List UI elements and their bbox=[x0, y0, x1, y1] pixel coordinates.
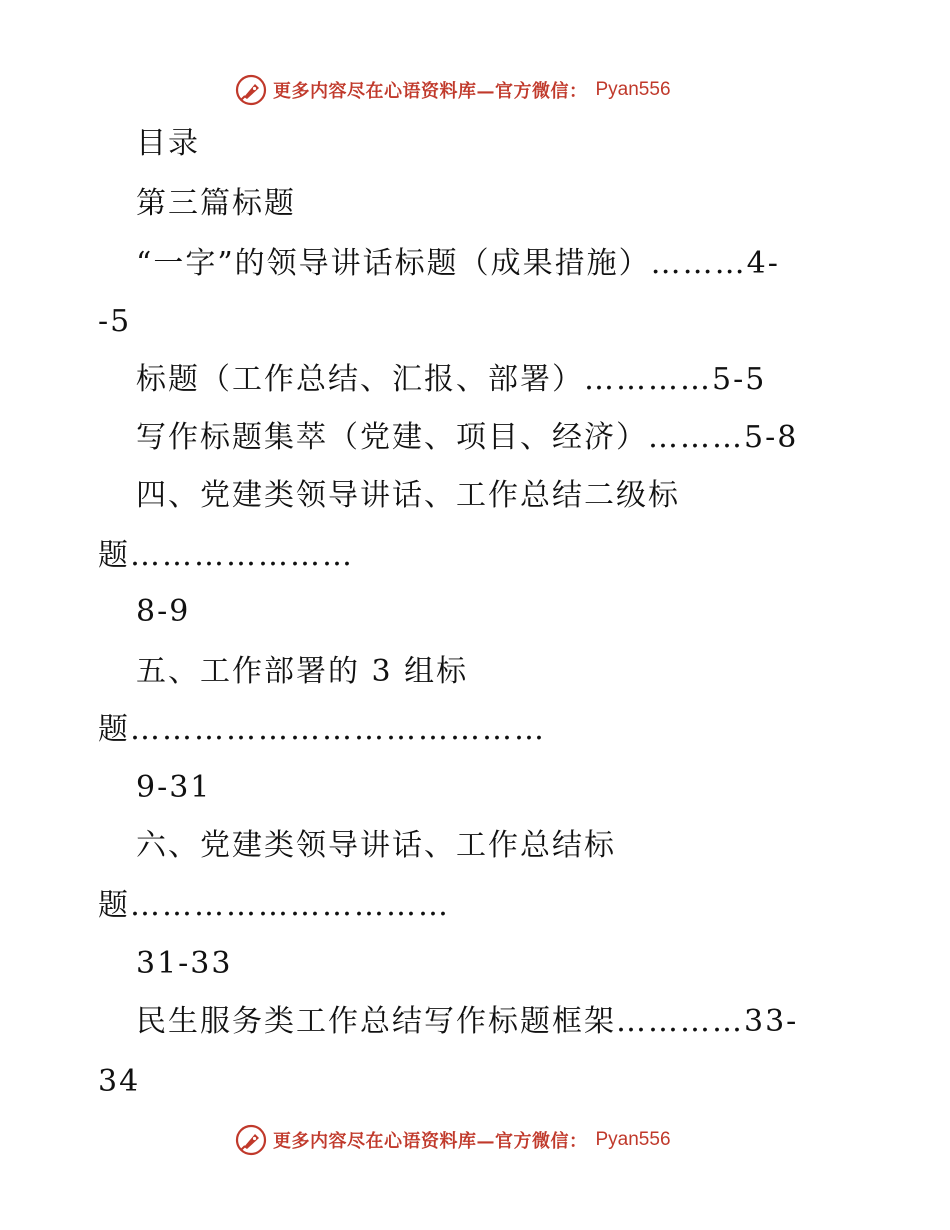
toc-entry-continuation: 34 bbox=[98, 1064, 141, 1099]
pen-nib-logo-icon bbox=[235, 1124, 267, 1156]
toc-entry-continuation: 题………………………… bbox=[98, 888, 450, 923]
header-banner bbox=[235, 73, 671, 107]
banner-wechat-id: Pyan556 bbox=[595, 1129, 671, 1150]
toc-entry: “一字”的领导讲话标题（成果措施）………4- bbox=[136, 246, 780, 281]
toc-entry-continuation: 题………………………………… bbox=[98, 712, 546, 747]
toc-entry: 四、党建类领导讲话、工作总结二级标 bbox=[136, 478, 680, 513]
toc-page-range: 8-9 bbox=[136, 594, 191, 629]
toc-page-range: 9-31 bbox=[136, 770, 212, 805]
toc-entry: 民生服务类工作总结写作标题框架…………33- bbox=[136, 1004, 799, 1039]
toc-title: 目录 bbox=[136, 126, 200, 161]
toc-page-range: 31-33 bbox=[136, 946, 233, 981]
toc-entry: 写作标题集萃（党建、项目、经济）………5-8 bbox=[136, 420, 799, 455]
toc-entry: 五、工作部署的 3 组标 bbox=[136, 654, 469, 689]
toc-entry-continuation: 题………………… bbox=[98, 538, 354, 573]
toc-part-heading: 第三篇标题 bbox=[136, 186, 296, 221]
banner-text: 更多内容尽在心语资料库—官方微信： bbox=[273, 1131, 588, 1152]
toc-entry-continuation: -5 bbox=[98, 304, 132, 339]
toc-entry: 六、党建类领导讲话、工作总结标 bbox=[136, 828, 616, 863]
banner-wechat-id: Pyan556 bbox=[595, 79, 671, 100]
toc-entry: 标题（工作总结、汇报、部署）…………5-5 bbox=[136, 362, 767, 397]
footer-banner bbox=[235, 1123, 671, 1157]
pen-nib-logo-icon bbox=[235, 74, 267, 106]
banner-text: 更多内容尽在心语资料库—官方微信： bbox=[273, 81, 588, 102]
